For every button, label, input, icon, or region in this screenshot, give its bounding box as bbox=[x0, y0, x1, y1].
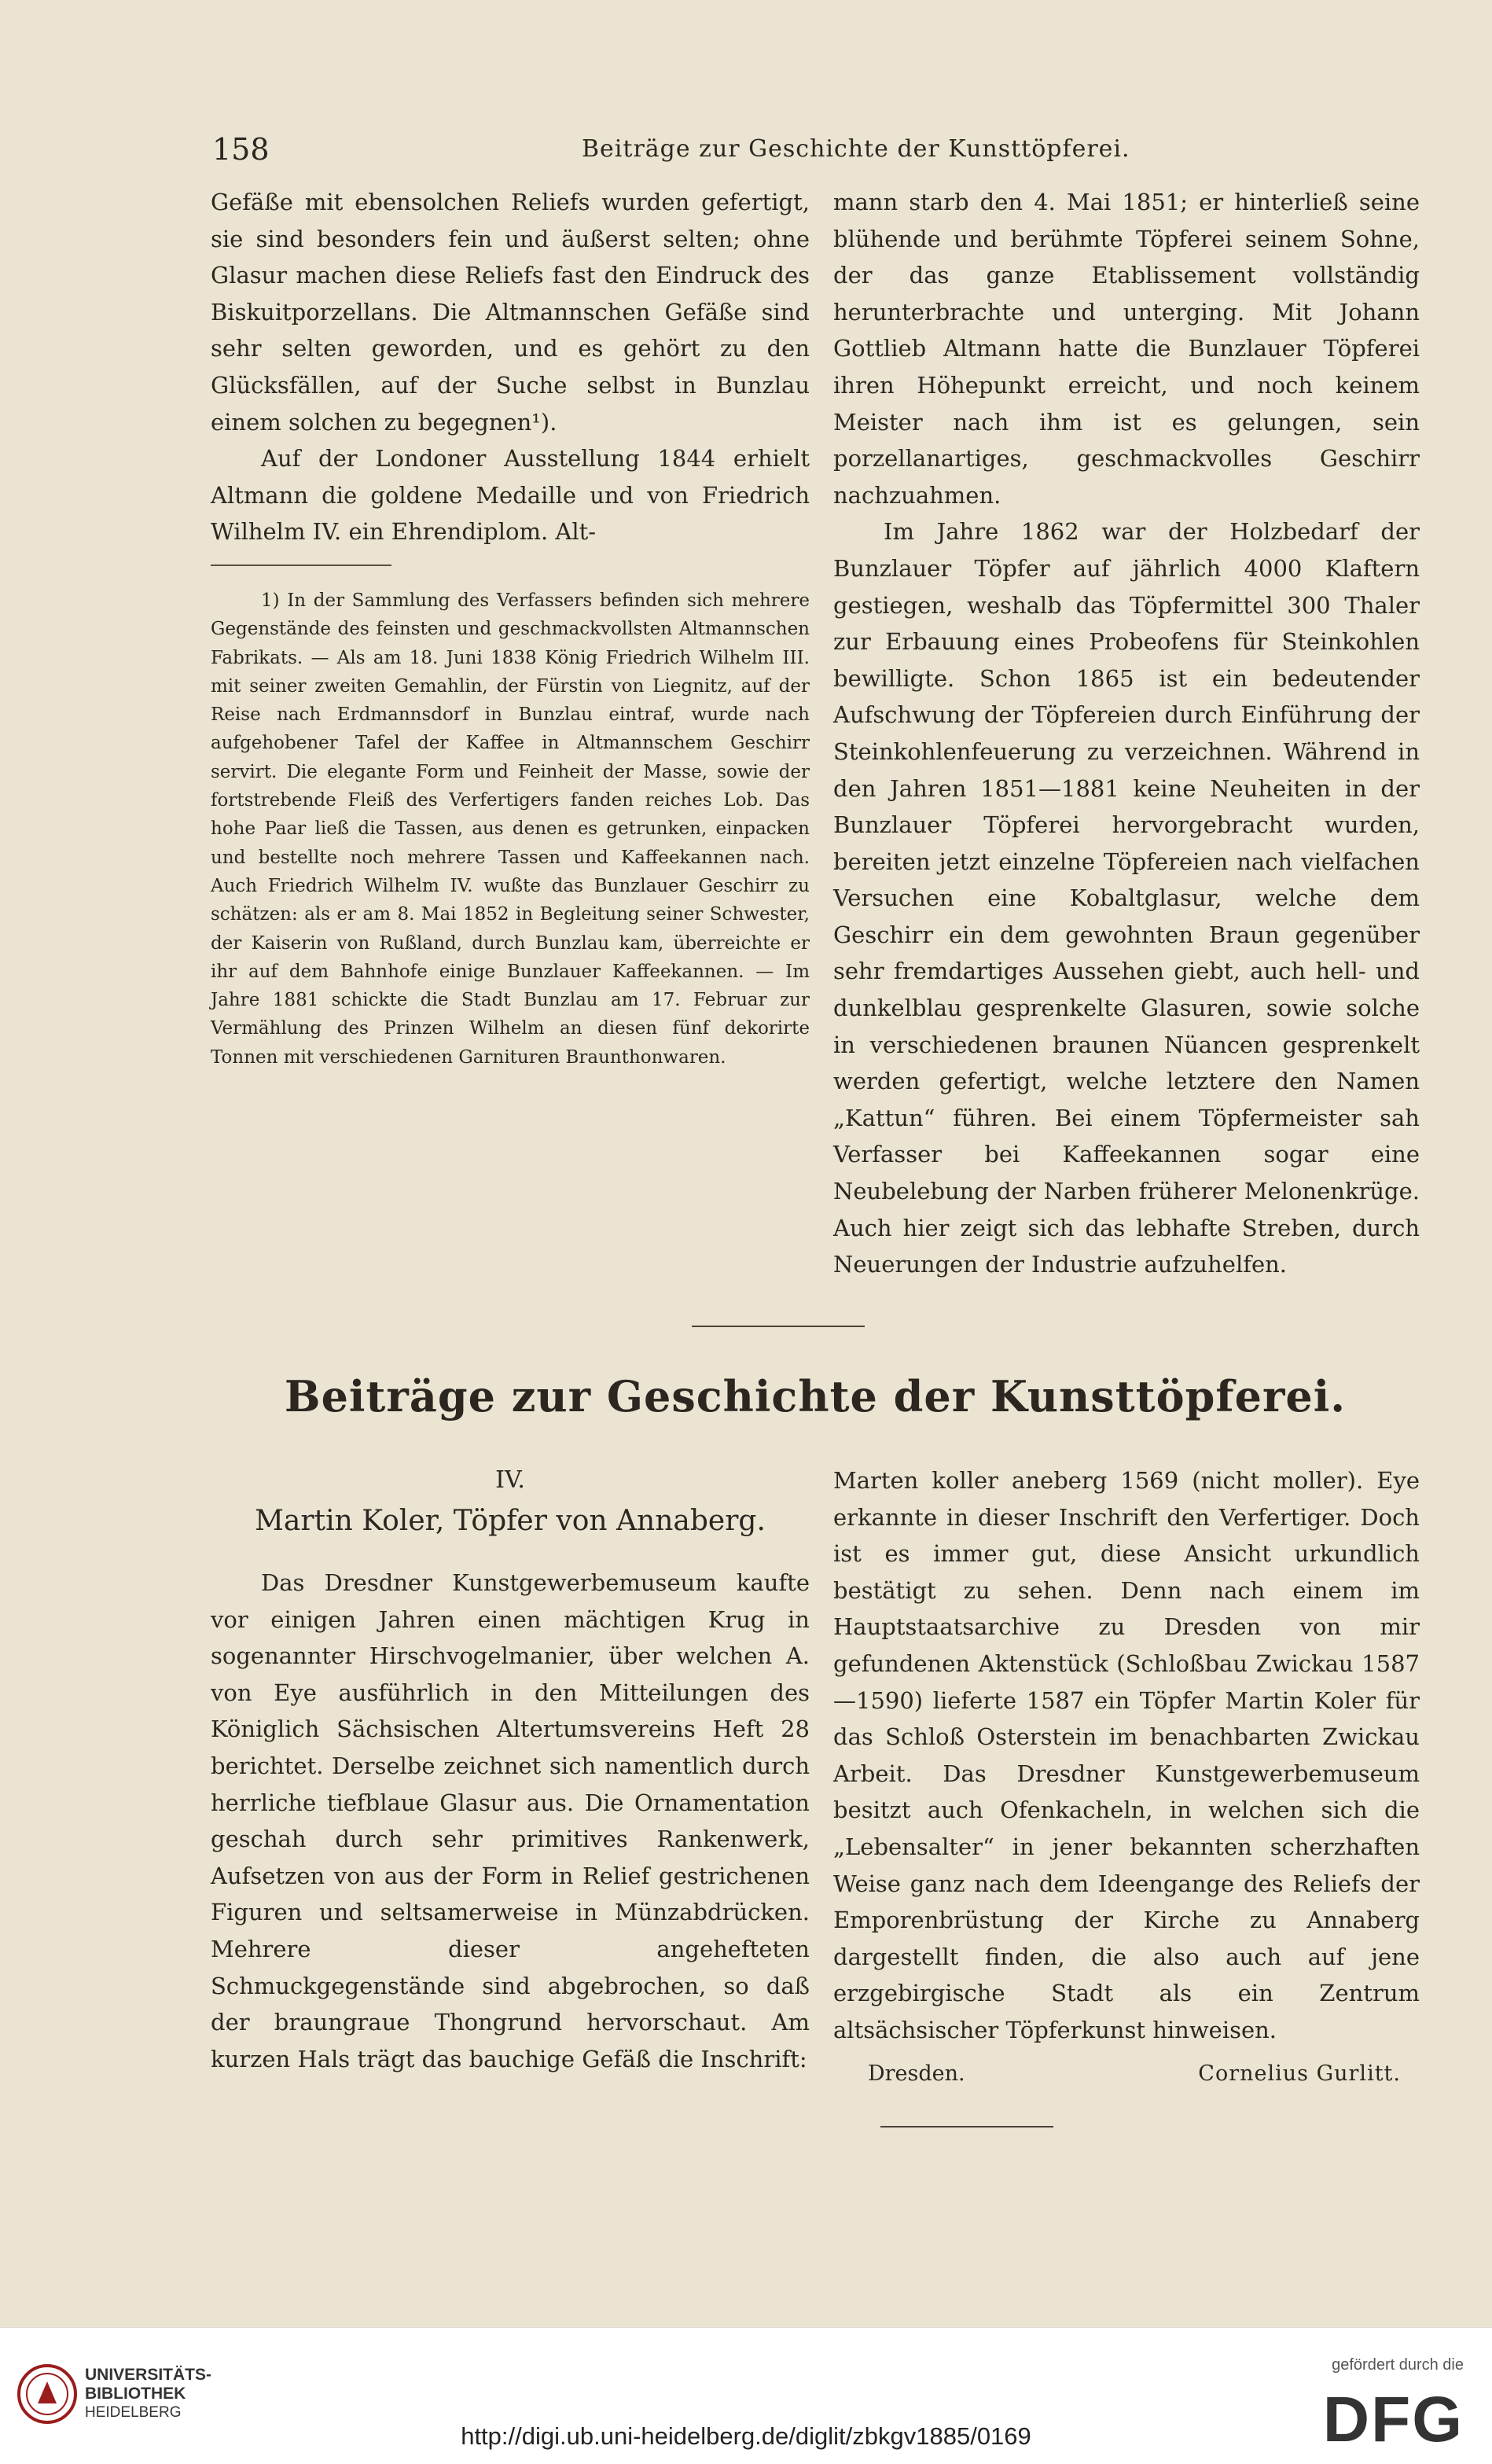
sponsor-note: gefördert durch die bbox=[1332, 2356, 1464, 2374]
article-title: Beiträge zur Geschichte der Kunsttöpferei. bbox=[284, 1371, 1347, 1421]
signature-place: Dresden. bbox=[868, 2061, 965, 2086]
paragraph: mann starb den 4. Mai 1851; er hinterließ seine blühende und berühmte Töpferei seinem Sohne, der das ganze Etablissement vollständig herunterbrachte und unterging. Mit Johann Gottlieb Altmann hatte die Bunzlauer Töpferei ihren Höhepunkt erreicht, und noch keinem Meister nach ihm ist es gelungen, sein porzellanartiges, geschmackvolles Geschirr nachzuahmen. bbox=[833, 189, 1420, 509]
end-divider bbox=[880, 2126, 1053, 2127]
section-number: IV. bbox=[495, 1466, 525, 1494]
university-seal-icon bbox=[16, 2363, 79, 2425]
footnote-rule bbox=[211, 565, 391, 566]
signature-row bbox=[833, 2055, 1420, 2094]
left-column-top bbox=[211, 184, 810, 1072]
source-url-link[interactable]: http://digi.ub.uni-heidelberg.de/diglit/zbkgv1885/0169 bbox=[461, 2422, 1031, 2450]
paragraph: Das Dresdner Kunstgewerbemuseum kaufte vor einigen Jahren einen mächtigen Krug in sogenannter Hirschvogelmanier, über welchen A. von Eye ausführlich in den Mitteilungen des Königlich Sächsischen Altertumsvereins Heft 28 berichtet. Derselbe zeichnet sich namentlich durch herrliche tiefblaue Glasur aus. Die Ornamentation geschah durch sehr primitives Rankenwerk, Aufsetzen von aus der Form in Relief gestrichenen Figuren und seltsamerweise in Münzabdrücken. Mehrere dieser angehefteten Schmuckgegenstände sind abgebrochen, so daß der braungraue Thongrund hervorschaut. Am kurzen Hals trägt das bauchige Gefäß die Inschrift: bbox=[211, 1569, 810, 2072]
left-column-bottom bbox=[211, 1462, 810, 2077]
footer-bar bbox=[0, 2327, 1492, 2464]
paragraph: Auf der Londoner Ausstellung 1844 erhielt Altmann die goldene Medaille und von Friedrich Wilhelm IV. ein Ehrendiplom. Alt- bbox=[211, 445, 810, 546]
footnote: 1) In der Sammlung des Verfassers befinden sich mehrere Gegenstände des feinsten und geschmackvollsten Altmannschen Fabrikats. — Als am 18. Juni 1838 König Friedrich Wilhelm III. mit seiner zweiten Gemahlin, der Fürstin von Liegnitz, auf der Reise nach Erdmannsdorf in Bunzlau eintraf, wurde nach aufgehobener Tafel der Kaffee in Altmannschem Geschirr servirt. Die elegante Form und Feinheit der Masse, sowie der fortstrebende Fleiß des Verfertigers fanden reiches Lob. Das hohe Paar ließ die Tassen, aus denen es getrunken, einpacken und bestellte noch mehrere Tassen und Kaffeekannen nach. Auch Friedrich Wilhelm IV. wußte das Bunzlauer Geschirr zu schätzen: als er am 8. Mai 1852 in Begleitung seiner Schwester, der Kaiserin von Rußland, durch Bunzlau kam, überreichte er ihr auf dem Bahnhofe einige Bunzlauer Kaffeekannen. — Im Jahre 1881 schickte die Stadt Bunzlau am 17. Februar zur Vermählung des Prinzen Wilhelm an diesen fünf dekorirte Tonnen mit verschiedenen Garnituren Braunthonwaren. bbox=[211, 590, 810, 1068]
running-head bbox=[212, 132, 1446, 171]
paragraph: Gefäße mit ebensolchen Reliefs wurden gefertigt, sie sind besonders fein und äußerst selten; ohne Glasur machen diese Reliefs fast den Eindruck des Biskuitporzellans. Die Altmannschen Gefäße sind sehr selten geworden, und es gehört zu den Glücksfällen, auf der Suche selbst in Bunzlau einem solchen zu begegnen¹). bbox=[211, 189, 810, 436]
section-divider bbox=[692, 1326, 865, 1327]
running-title: Beiträge zur Geschichte der Kunsttöpferei. bbox=[582, 135, 1130, 163]
article-subtitle: Martin Koler, Töpfer von Annaberg. bbox=[255, 1505, 766, 1537]
page-number: 158 bbox=[212, 132, 270, 167]
dfg-logo: DFG bbox=[1322, 2384, 1464, 2455]
right-column-bottom bbox=[833, 1462, 1420, 2094]
university-name: UNIVERSITÄTS- BIBLIOTHEK HEIDELBERG bbox=[85, 2366, 212, 2421]
signature-author: Cornelius Gurlitt. bbox=[1198, 2061, 1401, 2086]
right-column-top bbox=[833, 184, 1420, 1283]
paragraph: Marten koller aneberg 1569 (nicht moller). Eye erkannte in dieser Inschrift den Verfertiger. Doch ist es immer gut, diese Ansicht urkundlich bestätigt zu sehen. Denn nach einem im Hauptstaatsarchive zu Dresden von mir gefundenen Aktenstück (Schloßbau Zwickau 1587—1590) lieferte 1587 ein Töpfer Martin Koler für das Schloß Osterstein im benachbarten Zwickau Arbeit. Das Dresdner Kunstgewerbemuseum besitzt auch Ofenkacheln, in welchen sich die „Lebensalter“ in jener bekannten scherzhaften Weise ganz nach dem Ideengange des Reliefs der Emporenbrüstung der Kirche zu Annaberg dargestellt finden, die also auch auf jene erzgebirgische Stadt als ein Zentrum altsächsischer Töpferkunst hinweisen. bbox=[833, 1467, 1420, 2043]
paragraph: Im Jahre 1862 war der Holzbedarf der Bunzlauer Töpfer auf jährlich 4000 Klaftern gestiegen, weshalb das Töpfermittel 300 Thaler zur Erbauung eines Probeofens für Steinkohlen bewilligte. Schon 1865 ist ein bedeutender Aufschwung der Töpfereien durch Einführung der Steinkohlenfeuerung zu verzeichnen. Während in den Jahren 1851—1881 keine Neuheiten in der Bunzlauer Töpferei hervorgebracht wurden, bereiten jetzt einzelne Töpfereien nach vielfachen Versuchen eine Kobaltglasur, welche dem Geschirr ein dem gewohnten Braun gegenüber sehr fremdartiges Aussehen giebt, auch hell- und dunkelblau gesprenkelte Glasuren, sowie solche in verschiedenen braunen Nüancen gesprenkelt werden gefertigt, welche letztere den Namen „Kattun“ führen. Bei einem Töpfermeister sah Verfasser bei Kaffeekannen sogar eine Neubelebung der Narben früherer Melonenkrüge. Auch hier zeigt sich das lebhafte Streben, durch Neuerungen der Industrie aufzuhelfen. bbox=[833, 518, 1420, 1278]
